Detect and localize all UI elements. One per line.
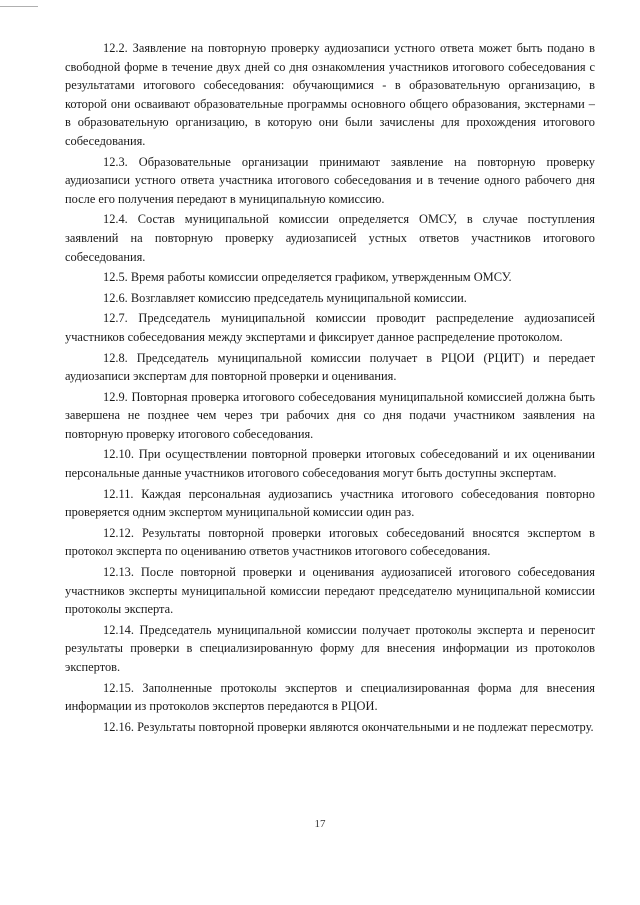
- paragraph-12-10: 12.10. При осуществлении повторной проверки итоговых собеседований и их оценивании персональные данные участников итогового собеседования могут быть доступны экспертам.: [65, 447, 595, 481]
- paragraph-12-14: 12.14. Председатель муниципальной комиссии получает протоколы эксперта и переносит результаты проверки в специализированную форму для внесения информации из протоколов экспертов.: [65, 622, 595, 674]
- paragraph-12-4: 12.4. Состав муниципальной комиссии определяется ОМСУ, в случае поступления заявлений на повторную проверку аудиозаписей устных ответов участников итогового собеседования.: [65, 212, 595, 264]
- paragraph-12-9: 12.9. Повторная проверка итогового собеседования муниципальной комиссией должна быть завершена не позднее чем через три рабочих дня со дня подачи участником заявления на повторную проверку итогового собеседования.: [65, 389, 595, 441]
- paragraph-12-7: 12.7. Председатель муниципальной комиссии проводит распределение аудиозаписей участников собеседования между экспертами и фиксирует данное распределение протоколом.: [65, 311, 595, 344]
- document-body: [65, 39, 595, 738]
- paragraph-12-15: 12.15. Заполненные протоколы экспертов и специализированная форма для внесения информации из протоколов экспертов передаются в РЦОИ.: [65, 680, 595, 714]
- paragraph-12-3: 12.3. Образовательные организации принимают заявление на повторную проверку аудиозаписи устного ответа участника итогового собеседования и в течение одного рабочего дня после его получения передают в муниципальную комиссию.: [65, 154, 595, 206]
- scan-edge-mark: [0, 6, 38, 7]
- paragraph-12-11: 12.11. Каждая персональная аудиозапись участника итогового собеседования повторно проверяется одним экспертом муниципальной комиссии один раз.: [65, 486, 595, 520]
- paragraph-12-12: 12.12. Результаты повторной проверки итоговых собеседований вносятся экспертом в протокол эксперта по оцениванию ответов участников итогового собеседования.: [65, 525, 595, 559]
- page-number: 17: [314, 818, 326, 830]
- paragraph-12-8: 12.8. Председатель муниципальной комиссии получает в РЦОИ (РЦИТ) и передает аудиозаписи экспертам для повторной проверки и оценивания.: [65, 350, 595, 384]
- paragraph-12-2: 12.2. Заявление на повторную проверку аудиозаписи устного ответа может быть подано в свободной форме в течение двух дней со дня ознакомления участников итогового собеседования с результатами итогового собеседования: обучающимися - в образовательную организацию, в которой они осваивают образовательные программы основного общего образования, экстернами – в образовательную организацию, в которую они были зачислены для прохождения итогового собеседования.: [65, 41, 595, 148]
- paragraph-12-13: 12.13. После повторной проверки и оценивания аудиозаписей итогового собеседования участников эксперты муниципальной комиссии передают председателю муниципальной комиссии протоколы эксперта.: [65, 565, 595, 617]
- paragraph-12-5: 12.5. Время работы комиссии определяется графиком, утвержденным ОМСУ.: [103, 270, 512, 285]
- paragraph-12-16: 12.16. Результаты повторной проверки являются окончательными и не подлежат пересмотру.: [103, 719, 594, 734]
- paragraph-12-6: 12.6. Возглавляет комиссию председатель муниципальной комиссии.: [103, 290, 467, 305]
